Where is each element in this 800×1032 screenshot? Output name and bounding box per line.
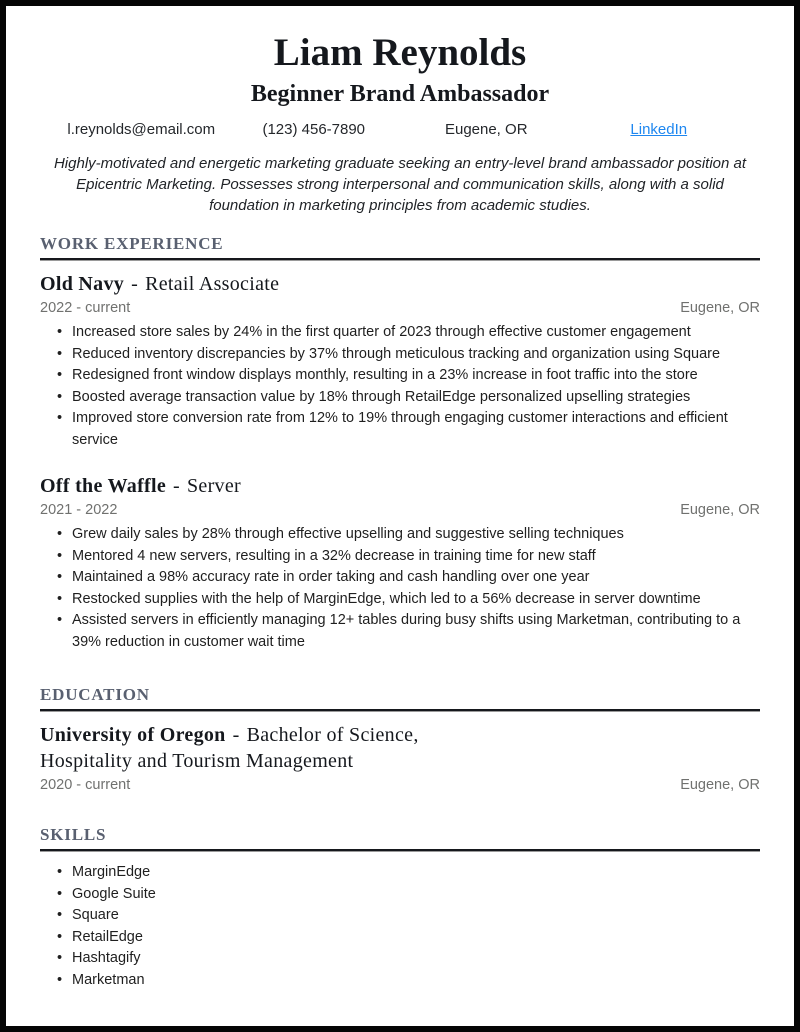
job-location: Eugene, OR: [680, 300, 760, 316]
linkedin-link[interactable]: LinkedIn: [630, 121, 688, 138]
work-experience-heading: WORK EXPERIENCE: [40, 234, 224, 253]
skill-item: • Google Suite: [72, 884, 760, 906]
skill-item: • MarginEdge: [72, 862, 760, 884]
section-work-experience: [40, 234, 760, 653]
section-divider: [40, 258, 760, 261]
skills-heading: SKILLS: [40, 825, 107, 844]
contact-email: l.reynolds@email.com: [67, 121, 216, 138]
job-separator: -: [131, 273, 139, 295]
skill-item: • Marketman: [72, 970, 760, 992]
job-bullet: • Restocked supplies with the help of MarginEdge, which led to a 56% decrease in server downtime: [72, 589, 760, 611]
section-divider: [40, 709, 760, 712]
job-bullet-list: [40, 322, 760, 451]
candidate-title: Beginner Brand Ambassador: [250, 81, 550, 107]
section-divider: [40, 849, 760, 852]
contact-phone: (123) 456-7890: [262, 121, 366, 138]
job-location: Eugene, OR: [680, 502, 760, 518]
job-meta: [40, 300, 760, 316]
education-meta: [40, 777, 760, 793]
section-education: [40, 685, 760, 793]
job-dates: 2022 - current: [40, 300, 131, 316]
job-entry: [40, 271, 760, 451]
job-bullet: • Assisted servers in efficiently managing 12+ tables during busy shifts using Marketman, contributing to a 39% reduction in customer wait time: [72, 610, 760, 653]
education-entry: [40, 722, 760, 793]
education-heading: EDUCATION: [40, 685, 150, 704]
education-degree-line1: Bachelor of Science,: [246, 724, 419, 746]
job-bullet: • Mentored 4 new servers, resulting in a 32% decrease in training time for new staff: [72, 546, 760, 568]
job-title-line: [40, 271, 760, 297]
contact-row: [55, 121, 745, 138]
skill-item: • Square: [72, 905, 760, 927]
job-bullet: • Improved store conversion rate from 12% to 19% through engaging customer interactions and efficient service: [72, 408, 760, 451]
job-entry: [40, 473, 760, 653]
job-role: Retail Associate: [145, 273, 280, 295]
job-title-line: [40, 473, 760, 499]
job-bullet: • Redesigned front window displays monthly, resulting in a 23% increase in foot traffic into the store: [72, 365, 760, 387]
skills-list: [40, 862, 760, 991]
job-company: Off the Waffle: [40, 475, 167, 497]
section-skills: [40, 825, 760, 991]
job-meta: [40, 502, 760, 518]
candidate-name: Liam Reynolds: [273, 31, 527, 74]
job-bullet: • Reduced inventory discrepancies by 37% through meticulous tracking and organization using Square: [72, 344, 760, 366]
education-location: Eugene, OR: [680, 777, 760, 793]
education-separator: -: [232, 724, 240, 746]
education-dates: 2020 - current: [40, 777, 131, 793]
job-bullet: • Increased store sales by 24% in the first quarter of 2023 through effective customer engagement: [72, 322, 760, 344]
skill-item: • RetailEdge: [72, 927, 760, 949]
job-bullet: • Maintained a 98% accuracy rate in order taking and cash handling over one year: [72, 567, 760, 589]
education-degree-line2: Hospitality and Tourism Management: [40, 750, 354, 772]
job-role: Server: [187, 475, 241, 497]
job-bullet-list: [40, 524, 760, 653]
summary-text: Highly-motivated and energetic marketing graduate seeking an entry-level brand ambassador position at Epicentric Marketing. Possesses strong interpersonal and communication skills, along with a solid foundation in marketing principles from academic studies.: [53, 155, 747, 214]
job-bullet: • Grew daily sales by 28% through effective upselling and suggestive selling techniques: [72, 524, 760, 546]
education-school: University of Oregon: [40, 724, 226, 746]
education-title-line: [40, 722, 760, 774]
job-company: Old Navy: [40, 273, 125, 295]
job-separator: -: [173, 475, 180, 497]
contact-location: Eugene, OR: [444, 121, 528, 138]
job-bullet: • Boosted average transaction value by 18% through RetailEdge personalized upselling strategies: [72, 387, 760, 409]
skill-item: • Hashtagify: [72, 948, 760, 970]
job-dates: 2021 - 2022: [40, 502, 118, 518]
